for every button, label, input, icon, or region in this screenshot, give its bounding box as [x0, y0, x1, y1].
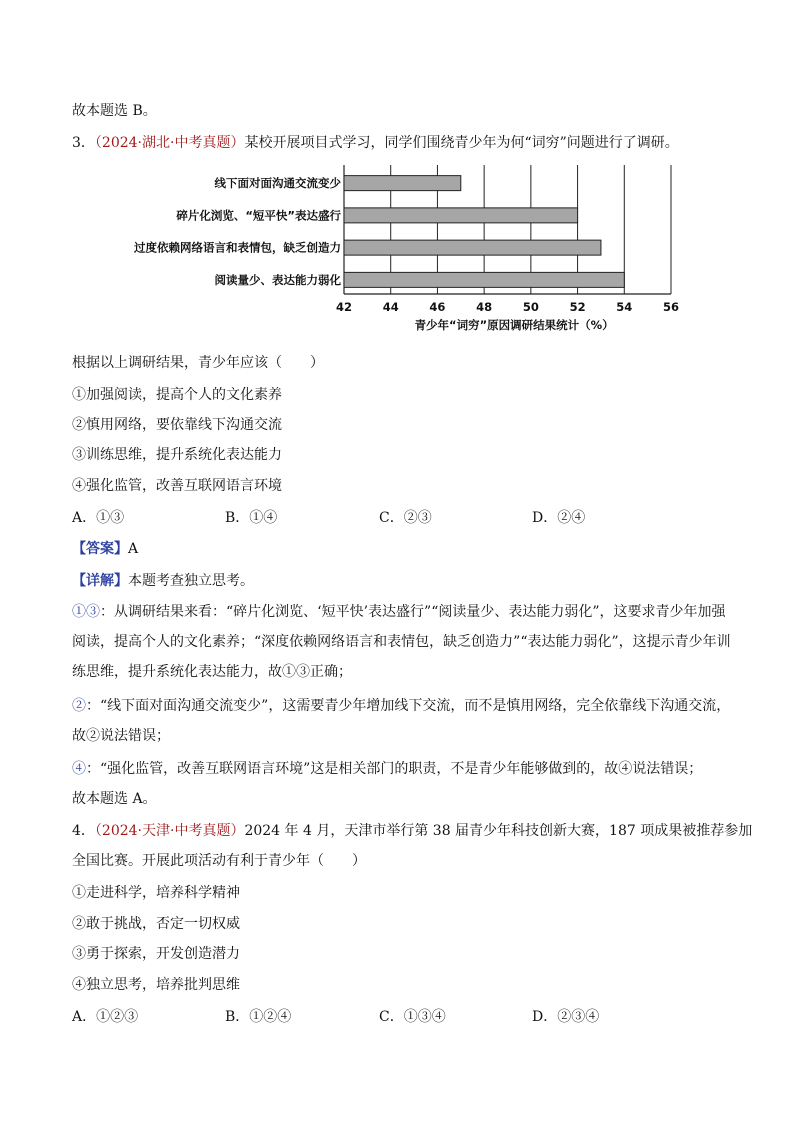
analysis-text: ：“强化监管，改善互联网语言环境”这是相关部门的职责，不是青少年能够做到的，故④说法错误；	[86, 761, 703, 777]
q3-item-4: ④强化监管，改善互联网语言环境	[72, 478, 282, 494]
category-label: 碎片化浏览、“短平快”表达盛行	[176, 208, 341, 223]
q4-item-2: ②敢于挑战，否定一切权威	[72, 916, 240, 932]
analysis-line-4	[72, 696, 730, 716]
q4-item-1: ①走进科学，培养科学精神	[72, 885, 240, 901]
detail-intro: 本题考查独立思考。	[128, 573, 254, 589]
q4-number: 4．	[72, 823, 95, 839]
x-tick-label: 50	[522, 300, 539, 314]
q4-stem: 2024 年 4 月，天津市举行第 38 届青少年科技创新大赛，187 项成果被推荐参加	[244, 823, 753, 839]
x-tick-label: 54	[616, 300, 633, 314]
q3-source-tag: （2024·湖北·中考真题）	[94, 135, 245, 151]
analysis-text: 阅读，提高个人的文化素养；“深度依赖网络语言和表情包，缺乏创造力”“表达能力弱化”，这提示青少年训	[72, 634, 731, 650]
x-tick-label: 42	[335, 300, 353, 314]
analysis-mark: ①③	[72, 604, 100, 620]
answer-label: 【答案】	[72, 541, 128, 557]
q4-option-c: C．①③④	[379, 1009, 446, 1025]
x-tick-label: 48	[476, 300, 493, 314]
q3-ask: 根据以上调研结果，青少年应该（ ）	[72, 355, 324, 371]
x-tick-label: 52	[569, 300, 586, 314]
q3-option-c: C．②③	[379, 510, 432, 526]
analysis-mark: ②	[72, 698, 86, 714]
bar	[344, 176, 461, 191]
q4-stem-line-2: 全国比赛。开展此项活动有利于青少年（ ）	[72, 853, 366, 869]
category-label: 阅读量少、表达能力弱化	[214, 272, 341, 287]
analysis-line-6	[72, 759, 702, 779]
prev-conclusion: 故本题选 B。	[72, 103, 157, 119]
analysis-line-3	[72, 662, 352, 682]
q3-answer	[72, 539, 138, 559]
q3-number: 3．	[72, 135, 95, 151]
bar	[344, 272, 624, 287]
q3-option-d: D．②④	[532, 510, 586, 526]
bar	[344, 240, 601, 255]
q3-stem-line	[72, 133, 679, 153]
q3-item-3: ③训练思维，提升系统化表达能力	[72, 447, 282, 463]
analysis-text: ：从调研结果来看：“碎片化浏览、‘短平快’表达盛行”“阅读量少、表达能力弱化”，这要求青少年加强	[100, 604, 726, 620]
x-tick-label: 46	[429, 300, 446, 314]
answer-value: A	[128, 541, 139, 557]
analysis-text: 故②说法错误；	[72, 728, 170, 744]
analysis-text: ：“线下面对面沟通交流变少”，这需要青少年增加线下交流，而不是慎用网络，完全依靠线下沟通交流，	[86, 698, 731, 714]
q4-option-d: D．②③④	[532, 1009, 600, 1025]
category-label: 过度依赖网络语言和表情包，缺乏创造力	[134, 240, 341, 255]
q3-stem: 某校开展项目式学习，同学们围绕青少年为何“词穷”问题进行了调研。	[244, 135, 679, 151]
analysis-line-2	[72, 632, 731, 652]
x-tick-label: 56	[662, 300, 680, 314]
q4-item-3: ③勇于探索，开发创造潜力	[72, 946, 240, 962]
x-axis-label: 青少年“词穷”原因调研结果统计（%）	[414, 318, 614, 332]
q4-stem-line	[72, 821, 752, 841]
q3-item-1: ①加强阅读，提高个人的文化素养	[72, 387, 282, 403]
category-label: 线下面对面沟通交流变少	[214, 176, 341, 191]
x-tick-label: 44	[382, 300, 399, 314]
analysis-mark: ④	[72, 761, 86, 777]
survey-bar-chart	[100, 165, 700, 335]
q4-source-tag: （2024·天津·中考真题）	[94, 823, 245, 839]
q4-option-b: B．①②④	[225, 1009, 292, 1025]
analysis-line-5	[72, 726, 170, 746]
q4-option-a: A．①②③	[72, 1009, 139, 1025]
bar	[344, 208, 578, 223]
detail-label: 【详解】	[72, 573, 128, 589]
q3-conclusion: 故本题选 A。	[72, 791, 157, 807]
analysis-line-1	[72, 602, 726, 622]
q3-option-b: B．①④	[225, 510, 278, 526]
q4-item-4: ④独立思考，培养批判思维	[72, 977, 240, 993]
q3-detail	[72, 571, 254, 591]
analysis-text: 练思维，提升系统化表达能力，故①③正确；	[72, 664, 352, 680]
q3-item-2: ②慎用网络，要依靠线下沟通交流	[72, 417, 282, 433]
q3-option-a: A．①③	[72, 510, 125, 526]
